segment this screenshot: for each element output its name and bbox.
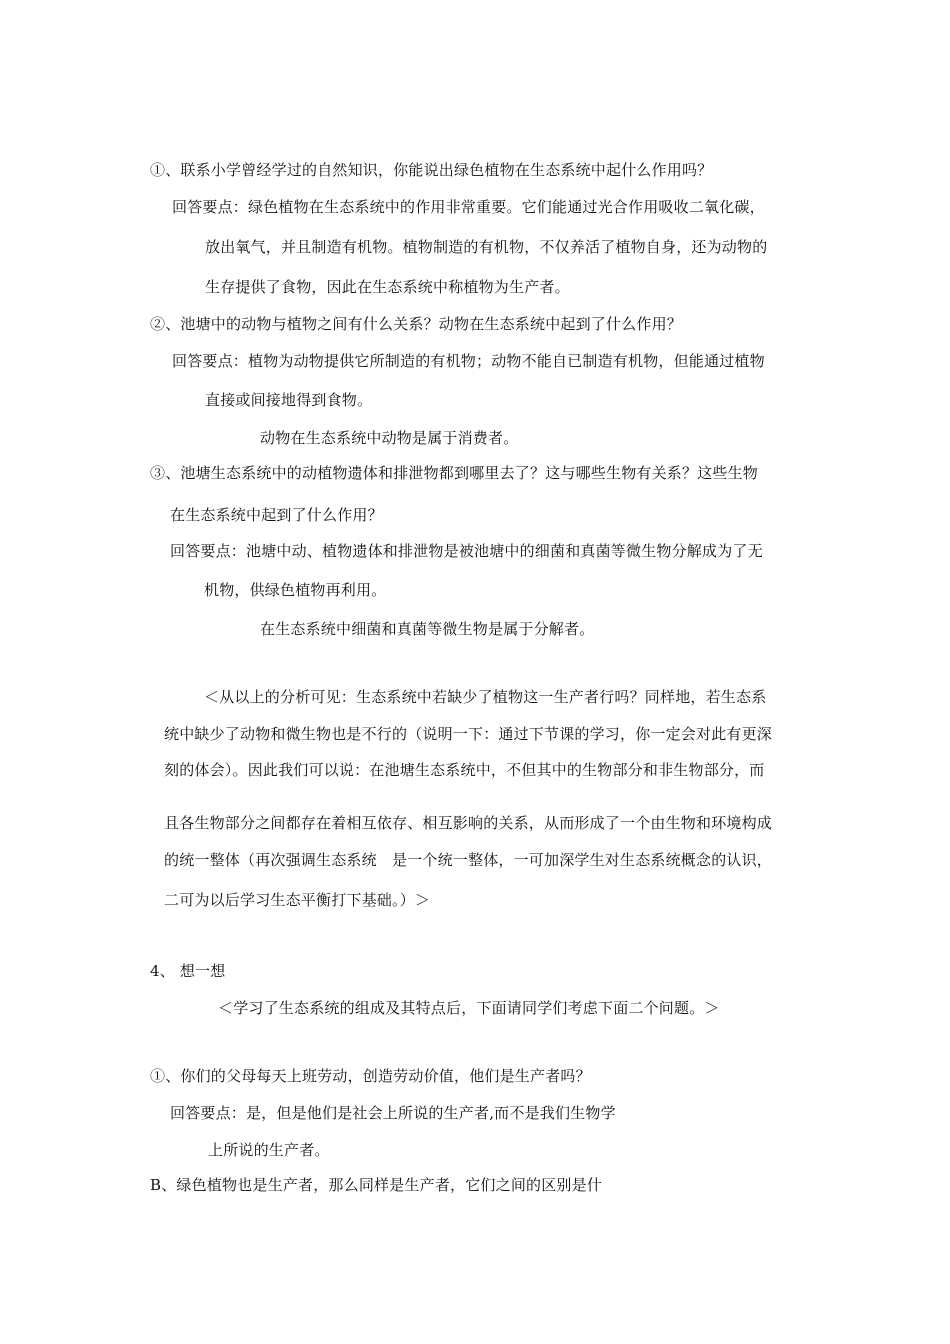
summary-line-3: 刻的体会）。因此我们可以说：在池塘生态系统中，不但其中的生物部分和非生物部分，而 (164, 761, 765, 779)
q1-answer-line-1: 回答要点：绿色植物在生态系统中的作用非常重要。它们能通过光合作用吸收二氧化碳， (172, 198, 765, 216)
q1-answer-line-3: 生存提供了食物，因此在生态系统中称植物为生产者。 (205, 278, 570, 296)
summary-line-4: 且各生物部分之间都存在着相互依存、相互影响的关系，从而形成了一个由生物和环境构成 (164, 814, 773, 832)
q2-question: ②、池塘中的动物与植物之间有什么关系？动物在生态系统中起到了什么作用？ (150, 315, 683, 333)
section-4-heading: 4、 想一想 (150, 962, 226, 980)
q4b-question: B、绿色植物也是生产者，那么同样是生产者，它们之间的区别是什 (150, 1176, 603, 1194)
q2-answer-line-2: 直接或间接地得到食物。 (205, 391, 373, 409)
q3-answer-line-2: 机物，供绿色植物再利用。 (204, 581, 387, 599)
q3-answer-line-3: 在生态系统中细菌和真菌等微生物是属于分解者。 (260, 620, 595, 638)
summary-line-1: ＜从以上的分析可见：生态系统中若缺少了植物这一生产者行吗？同样地，若生态系 (204, 688, 767, 706)
q4a-answer-line-1: 回答要点：是，但是他们是社会上所说的生产者,而不是我们生物学 (170, 1104, 616, 1122)
summary-line-2: 统中缺少了动物和微生物也是不行的（说明一下：通过下节课的学习，你一定会对此有更深 (164, 725, 773, 743)
q2-answer-line-3: 动物在生态系统中动物是属于消费者。 (260, 429, 519, 447)
q1-answer-line-2: 放出氧气，并且制造有机物。植物制造的有机物，不仅养活了植物自身，还为动物的 (205, 238, 768, 256)
summary-line-5: 的统一整体（再次强调生态系统 是一个统一整体，一可加深学生对生态系统概念的认识， (164, 851, 773, 869)
section-4-intro: ＜学习了生态系统的组成及其特点后，下面请同学们考虑下面二个问题。＞ (218, 999, 720, 1017)
q1-question: ①、联系小学曾经学过的自然知识，你能说出绿色植物在生态系统中起什么作用吗？ (150, 161, 713, 179)
q3-answer-line-1: 回答要点：池塘中动、植物遗体和排泄物是被池塘中的细菌和真菌等微生物分解成为了无 (170, 542, 763, 560)
q4a-answer-line-2: 上所说的生产者。 (208, 1141, 330, 1159)
q3-question-line-2: 在生态系统中起到了什么作用？ (170, 506, 383, 524)
summary-line-6: 二可为以后学习生态平衡打下基础。）＞ (164, 891, 431, 909)
q3-question-line-1: ③、池塘生态系统中的动植物遗体和排泄物都到哪里去了？这与哪些生物有关系？这些生物 (150, 464, 759, 482)
q4a-question: ①、你们的父母每天上班劳动，创造劳动价值，他们是生产者吗？ (150, 1067, 591, 1085)
q2-answer-line-1: 回答要点：植物为动物提供它所制造的有机物；动物不能自已制造有机物，但能通过植物 (172, 352, 765, 370)
